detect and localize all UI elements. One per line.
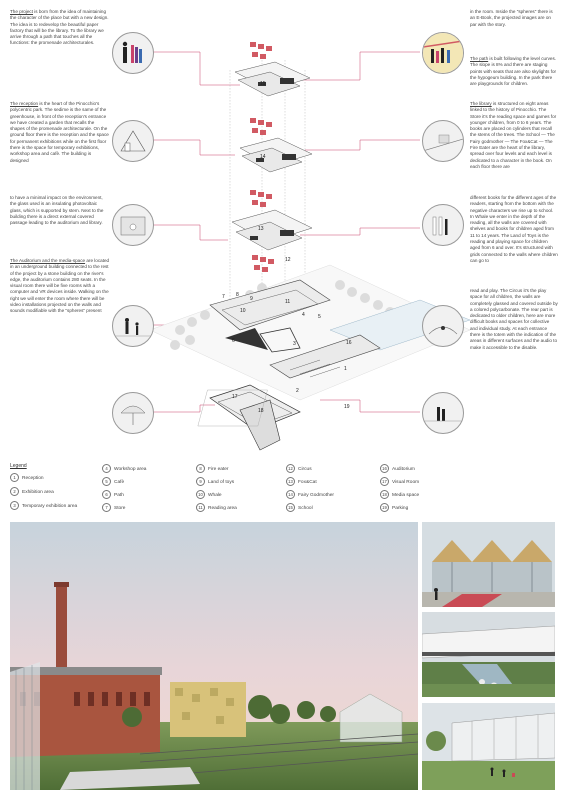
sketch-circle-park: [112, 305, 154, 347]
label-2: 2: [296, 388, 299, 394]
label-7: 7: [222, 294, 225, 300]
sketch-circle-library: [112, 204, 154, 246]
legend-item: 4 Workshop area: [102, 464, 146, 473]
sketch-circle-reading: [422, 204, 464, 246]
legend-item: 18 Media space: [380, 490, 419, 499]
legend-item: 14 Fairy Godmother: [286, 490, 334, 499]
legend: [10, 463, 555, 515]
render-river-bridge: [422, 612, 555, 697]
project-text: The project is born from the idea of maintaining the character of the place but with a new design. The idea is to redevelop the beautiful paper factory that will be the library. To the library we arrive through a path that touches all the functions: the promenade architecturales.: [10, 9, 109, 46]
legend-item: 8 Fire eater: [196, 464, 229, 473]
room-text: in the room. Inside the "spheres" there is an E-Book, the projected images are on par with the story.: [470, 9, 553, 27]
auditorium-text: The Auditorium and the media-space are located in an underground building connected to the rest of the project by a stone building on the river's edge, the auditorium contains 280 seats. In the visual room there will be five rooms with a computer and VR devices inside. Walking on the right we will enter the room where there will be video installations projected on the walls and sounds modifiable with the "spheres" present: [10, 258, 110, 314]
sketch-circle-media: [422, 392, 464, 434]
label-4: 4: [302, 312, 305, 318]
legend-item: 9 Land of toys: [196, 477, 234, 486]
label-8: 8: [236, 292, 239, 298]
sketch-circle-path: [422, 120, 464, 162]
label-15: 15: [260, 81, 266, 87]
legend-item: 19 Parking: [380, 503, 408, 512]
library-text: The library is structured on eight areas linked to the history of Pinocchio. The Store it's the reading space and games for younger children, from 0 to 6 years. The books are placed on cylinders that recall the stems of the trees. The School — The Fairy godmother — The Fox&Cat — The Fire Eater are the heart of the library, spread over four levels and each level is dedicated to a character in the book. On each floor there are: [470, 101, 557, 169]
path-text: The path is built following the level curves. The slope is 8% and there are staging points with seats that are also skylights for the hypogeum building. In the park there are playgrounds for children.: [470, 56, 557, 87]
label-1: 1: [344, 366, 347, 372]
legend-item: 13 Fox&Cat: [286, 477, 317, 486]
legend-item: 10 Whale: [196, 490, 222, 499]
sketch-circle-umbrella: [112, 392, 154, 434]
label-13: 13: [258, 226, 264, 232]
sketch-circle-circus: [422, 32, 464, 74]
label-5: 5: [318, 314, 321, 320]
floor-plates: [232, 62, 312, 250]
legend-item: 6 Path: [102, 490, 124, 499]
label-11: 11: [285, 299, 291, 305]
label-6: 6: [232, 338, 235, 344]
circus-text: read and play. The Circus it's the play space for all children, the walls are completely glassed and covered outside by a colored polycarbonate. The rear part is dedicated to older children, here are more difficult books and spaces for collective and individual study. At each entrance there is the totem with the indication of the areas in different surfaces and the audio to make it accessible to the disable.: [470, 288, 558, 350]
label-12: 12: [285, 257, 291, 263]
legend-item: 5 Cafè: [102, 477, 124, 486]
legend-item: 7 Store: [102, 503, 125, 512]
main-render-image: [10, 522, 418, 790]
label-14: 14: [260, 154, 266, 160]
label-16: 16: [346, 340, 352, 346]
underground-level: [198, 385, 300, 450]
sketch-circle-store: [112, 120, 154, 162]
label-17: 17: [232, 394, 238, 400]
legend-title: Legend: [10, 463, 27, 469]
legend-item: 12 Circus: [286, 464, 312, 473]
legend-item: 17 Visual Room: [380, 477, 419, 486]
legend-item: 2 Exhibition area: [10, 487, 54, 496]
label-19: 19: [344, 404, 350, 410]
render-circus-exterior: [422, 522, 555, 607]
sketch-circle-reception-people: [112, 32, 154, 74]
legend-item: 11 Reading area: [196, 503, 237, 512]
label-18: 18: [258, 408, 264, 414]
label-10: 10: [240, 308, 246, 314]
legend-item: 3 Temporary exhibition area: [10, 501, 77, 510]
library-text-cont: different books for the different ages of the readers, starting from the bottom with the negative characters we rise up to school. In Whale we enter in the depth of the reading, all the walls are covered with shelves and books for children aged from 11 to 14 years. The Land of Toys is the reading and playing space for children aged from 6 and over. It's structured with grids connected to the walls where children can go to: [470, 195, 558, 263]
render-greenhouse-lawn: [422, 703, 555, 790]
site-ground: [150, 265, 470, 400]
label-9: 9: [250, 296, 253, 302]
legend-item: 16 Auditorium: [380, 464, 415, 473]
legend-item: 1 Reception: [10, 473, 44, 482]
label-3: 3: [293, 341, 296, 347]
reception-text: The reception is the heart of the Pinocchio's polycentric park. The sedime is the same of the greenhouse, in front of the reception's entrance we have created a garden that recalls the shapes of the promenade architecturale. On the ground floor there is the reception and the space for permanent exhibitions while on the first floor there is the space for temporary exhibitions, workshop area and cafè. The building is designed: [10, 101, 109, 163]
legend-item: 15 School: [286, 503, 313, 512]
reception-text-cont: to have a minimal impact on the environment, the glass used is an insulating photovoltaic glass, which is supported by stem. Next to the building there is a direct external covered passage leading to the auditorium and library.: [10, 195, 104, 226]
sketch-circle-auditorium: [422, 305, 464, 347]
